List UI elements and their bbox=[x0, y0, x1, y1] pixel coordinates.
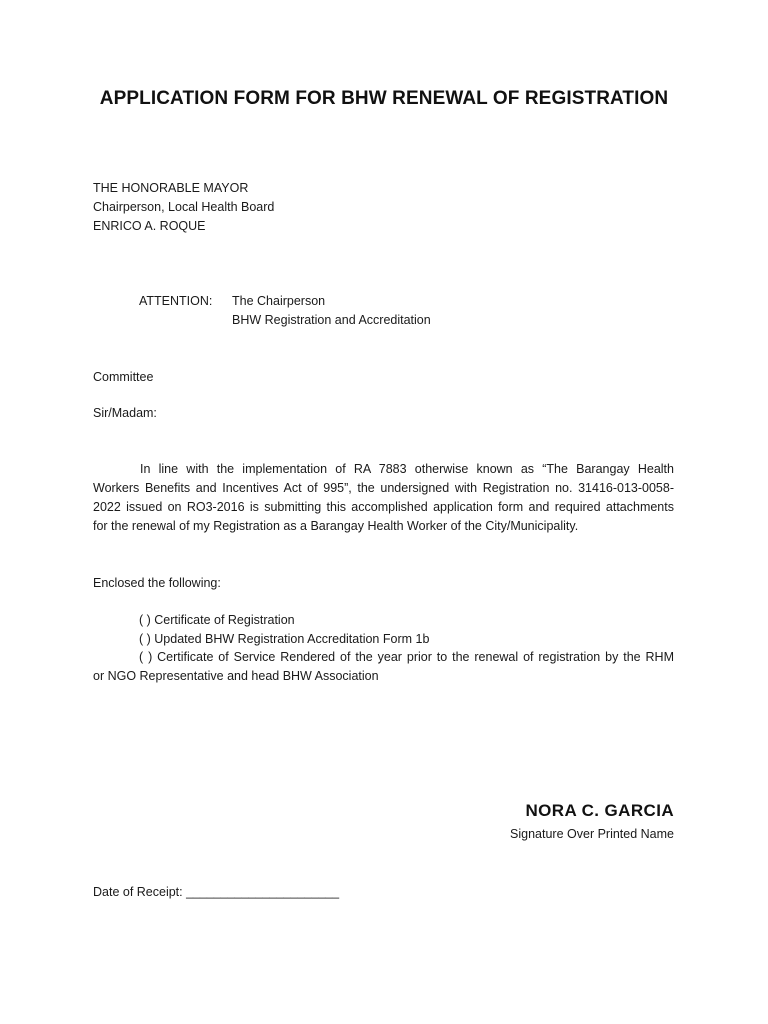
addressee-line-1: THE HONORABLE MAYOR bbox=[93, 181, 249, 195]
addressee-line-3: ENRICO A. ROQUE bbox=[93, 219, 206, 233]
body-paragraph bbox=[93, 460, 674, 536]
enclosure-item-2: ( ) Updated BHW Registration Accreditation Form 1b bbox=[139, 632, 430, 646]
addressee-line-2: Chairperson, Local Health Board bbox=[93, 200, 275, 214]
attention-line-1: The Chairperson bbox=[232, 294, 326, 308]
date-of-receipt: Date of Receipt: ______________________ bbox=[93, 885, 340, 899]
signature-label: Signature Over Printed Name bbox=[510, 827, 674, 841]
body-line-2: Workers Benefits and Incentives Act of 995”, the undersigned with Registration no. 31416-013-0058- bbox=[93, 481, 674, 495]
enclosure-item-1: ( ) Certificate of Registration bbox=[139, 613, 295, 627]
enclosure-item-3-line-1: ( ) Certificate of Service Rendered of the year prior to the renewal of registration by the RHM bbox=[139, 650, 674, 664]
signatory-name: NORA C. GARCIA bbox=[525, 801, 674, 820]
enclosure-item-3 bbox=[93, 648, 674, 686]
body-line-4: for the renewal of my Registration as a Barangay Health Worker of the City/Municipality. bbox=[93, 519, 579, 533]
attention-label: ATTENTION: bbox=[139, 294, 213, 308]
enclosed-heading: Enclosed the following: bbox=[93, 576, 221, 590]
committee-text: Committee bbox=[93, 370, 154, 384]
attention-line-2: BHW Registration and Accreditation bbox=[232, 313, 431, 327]
body-line-1: In line with the implementation of RA 7883 otherwise known as “The Barangay Health bbox=[140, 462, 674, 476]
salutation: Sir/Madam: bbox=[93, 406, 157, 420]
enclosure-item-3-line-2: or NGO Representative and head BHW Association bbox=[93, 669, 379, 683]
body-line-3: 2022 issued on RO3-2016 is submitting this accomplished application form and required attachments bbox=[93, 500, 674, 514]
page-title: APPLICATION FORM FOR BHW RENEWAL OF REGISTRATION bbox=[99, 88, 669, 109]
